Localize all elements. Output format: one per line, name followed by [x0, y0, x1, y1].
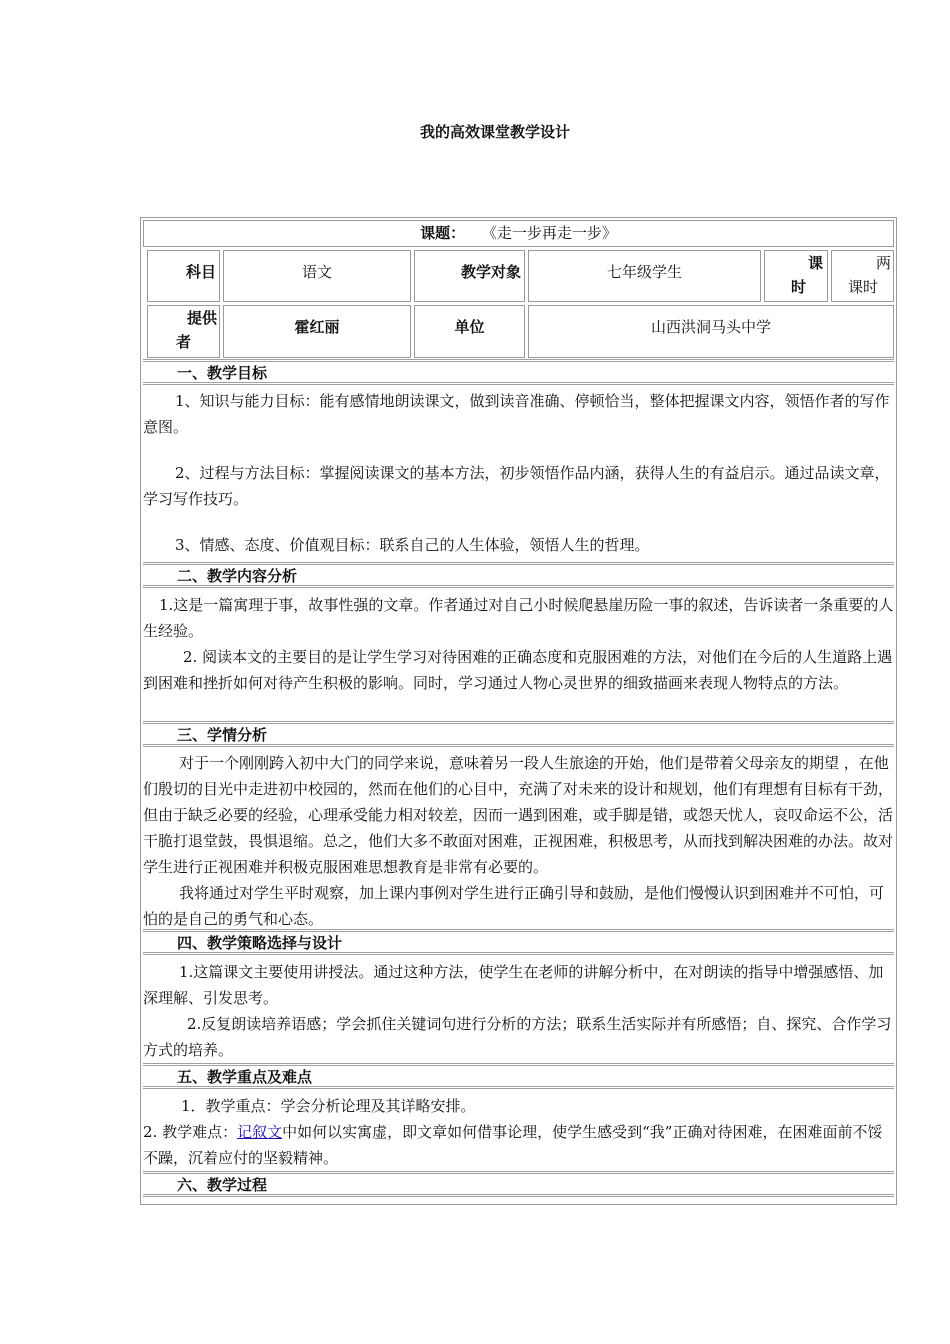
topic-row: [143, 220, 894, 247]
section-body-objectives: [143, 388, 894, 558]
unit-label: 单位: [454, 318, 485, 336]
content-analysis-2: 2. 阅读本文的主要目的是让学生学习对待困难的正确态度和克服困难的方法，对他们在今后的人生道路上遇到困难和挫折如何对待产生积极的影响。同时，学习通过人物心灵世界的细致描画来表现人物特点的方法。: [143, 648, 893, 692]
period-label-line2: 时: [791, 278, 807, 296]
section-heading-process: 六、教学过程: [143, 1171, 894, 1197]
audience-value: 七年级学生: [606, 263, 682, 281]
section-heading-content-analysis: 二、教学内容分析: [143, 562, 894, 588]
subject-label: 科目: [185, 263, 216, 281]
document-title: 我的高效课堂教学设计: [419, 123, 570, 141]
key-point-2-prefix: 2. 教学难点：: [143, 1123, 238, 1141]
unit-value-cell: [528, 305, 894, 358]
section-heading-learner-analysis: 三、学情分析: [143, 721, 894, 747]
period-value-line2: 课时: [848, 278, 879, 296]
period-value-cell: [831, 250, 894, 302]
info-row-subject: [143, 250, 894, 302]
period-label-cell: [764, 250, 828, 302]
section-heading-key-points: 五、教学重点及难点: [143, 1063, 894, 1089]
info-row-provider: [143, 305, 894, 358]
provider-label-cell: [147, 305, 220, 358]
section-body-learner-analysis: [143, 750, 894, 932]
section-heading-objectives: 一、教学目标: [143, 359, 894, 385]
learner-analysis-1: 对于一个刚刚跨入初中大门的同学来说，意味着另一段人生旅途的开始，他们是带着父母亲友的期望 ，在他们殷切的目光中走进初中校园的，然而在他们的心目中，充满了对未来的设计和规划，他们有理想有目标有干劲，但由于缺乏必要的经验，心理承受能力相对较差，因而一遇到困难，或手脚是错，或怨天忧人，哀叹命运不公，活干脆打退堂鼓，畏惧退缩。总之，他们大多不敢面对困难，正视困难，积极思考，从而找到解决困难的办法。故对学生进行正视困难并积极克服困难思想教育是非常有必要的。: [143, 754, 894, 876]
objective-1: 1、知识与能力目标：能有感情地朗读课文，做到读音准确、停顿恰当，整体把握课文内容，领悟作者的写作意图。: [143, 392, 890, 436]
period-label-line1: 课: [807, 254, 823, 272]
section-body-key-points: [143, 1093, 894, 1171]
provider-label-line2: 者: [176, 333, 192, 351]
provider-label-line1: 提供: [186, 309, 217, 327]
key-point-2-suffix: 中如何以实寓虚，即文章如何借事论理，使学生感受到“我”正确对待困难，在困难面前不馁不躁，沉着应付的坚毅精神。: [143, 1123, 883, 1167]
content-analysis-1: 1.这是一篇寓理于事，故事性强的文章。作者通过对自己小时候爬悬崖历险一事的叙述，告诉读者一条重要的人生经验。: [143, 596, 894, 640]
provider-value: 霍红丽: [294, 318, 340, 336]
topic-label: 课题：: [420, 224, 466, 242]
strategy-1: 1.这篇课文主要使用讲授法。通过这种方法，使学生在老师的讲解分析中，在对朗读的指导中增强感悟、加深理解、引发思考。: [143, 963, 884, 1007]
topic-value: 《走一步再走一步》: [481, 224, 617, 242]
unit-value: 山西洪洞马头中学: [650, 318, 771, 336]
subject-value: 语文: [301, 263, 332, 281]
key-point-2: [143, 1119, 894, 1171]
learner-analysis-2: 我将通过对学生平时观察，加上课内事例对学生进行正确引导和鼓励，是他们慢慢认识到困难并不可怕，可怕的是自己的勇气和心态。: [143, 884, 885, 928]
objective-2: 2、过程与方法目标：掌握阅读课文的基本方法，初步领悟作品内涵，获得人生的有益启示。通过品读文章，学习写作技巧。: [143, 464, 890, 508]
section-body-strategy: [143, 959, 894, 1063]
audience-label-cell: [414, 250, 525, 302]
subject-value-cell: [223, 250, 411, 302]
audience-value-cell: [528, 250, 761, 302]
section-body-content-analysis: [143, 592, 894, 696]
strategy-2: 2.反复朗读培养语感；学会抓住关键词句进行分析的方法；联系生活实际并有所感悟；自、探究、合作学习方式的培养。: [143, 1015, 892, 1059]
key-point-1: 1．教学重点：学会分析论理及其详略安排。: [181, 1097, 476, 1115]
provider-value-cell: [223, 305, 411, 358]
objective-3: 3、情感、态度、价值观目标：联系自己的人生体验，领悟人生的哲理。: [175, 536, 650, 554]
period-value-line1: 两: [875, 254, 891, 272]
section-heading-strategy: 四、教学策略选择与设计: [143, 929, 894, 955]
lesson-plan-table: [140, 217, 897, 1205]
subject-label-cell: [147, 250, 220, 302]
unit-label-cell: [414, 305, 525, 358]
narrative-link[interactable]: 记叙文: [237, 1123, 283, 1141]
audience-label: 教学对象: [460, 263, 521, 281]
